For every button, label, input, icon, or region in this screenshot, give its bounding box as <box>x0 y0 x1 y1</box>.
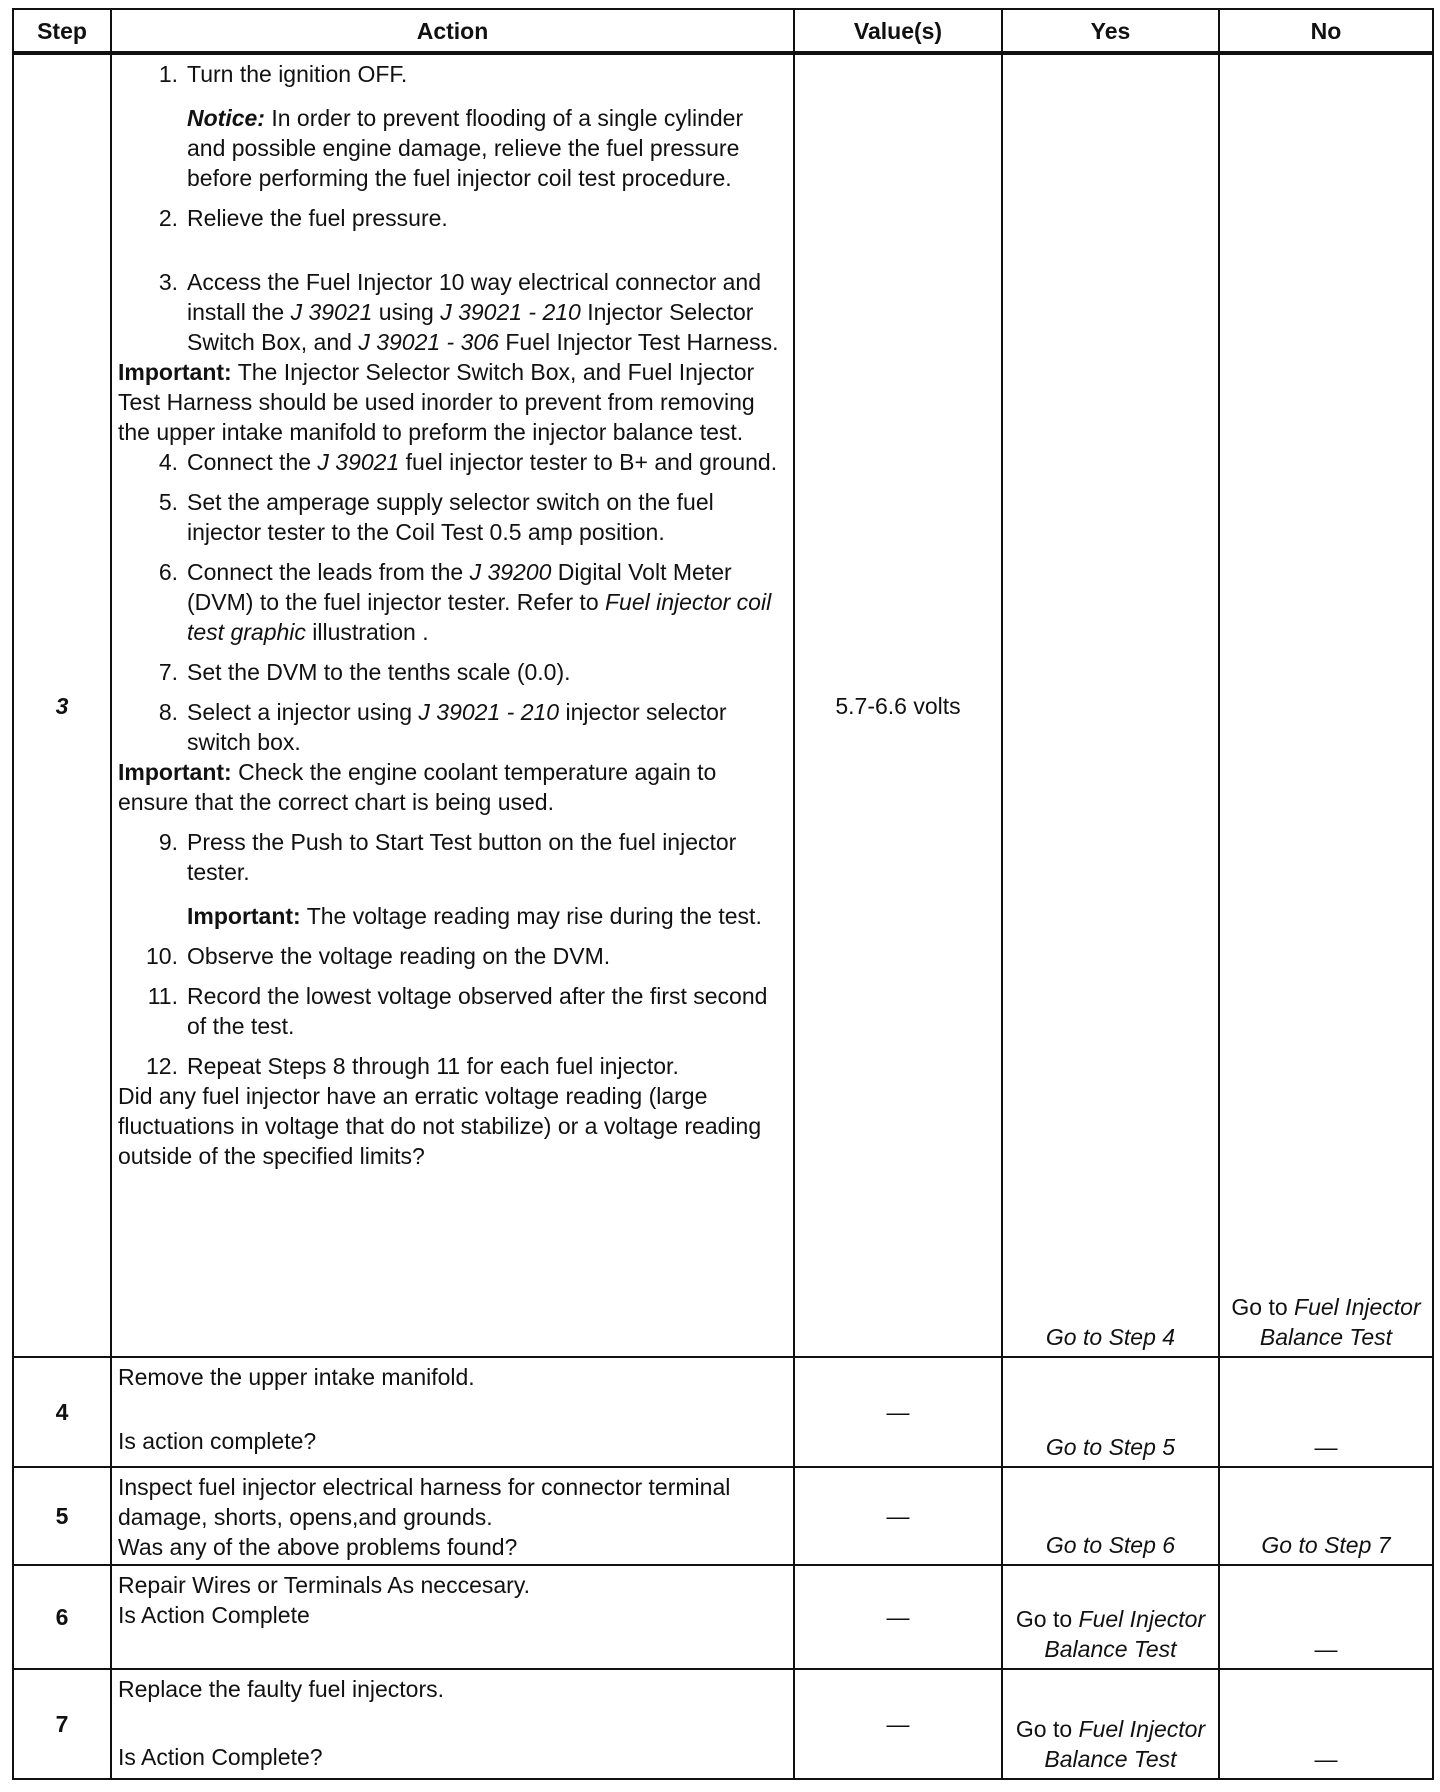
list-item <box>118 557 787 647</box>
action-text: Inspect fuel injector electrical harness for connector terminal damage, shorts, opens,and grounds. <box>118 1474 731 1530</box>
item-number: 12. <box>146 1053 178 1079</box>
list-item <box>118 267 787 357</box>
go-to-prefix: Go to <box>1015 1606 1079 1632</box>
step-number: 3 <box>13 53 111 1357</box>
value-cell: — <box>794 1467 1002 1565</box>
go-to-prefix: Go to <box>1231 1294 1295 1320</box>
no-cell: — <box>1219 1357 1433 1467</box>
no-cell: — <box>1219 1565 1433 1669</box>
list-item <box>118 827 787 887</box>
no-cell: — <box>1219 1669 1433 1779</box>
step-question: Did any fuel injector have an erratic voltage reading (large fluctuations in voltage that do not stabilize) or a voltage reading outside of the specified limits? <box>118 1083 762 1169</box>
tool-reference: J 39200 <box>469 559 552 585</box>
diagnostic-table <box>12 8 1434 1780</box>
list-item <box>118 203 787 233</box>
value-cell: — <box>794 1669 1002 1779</box>
item-number: 9. <box>158 829 178 855</box>
yes-cell <box>1002 1357 1219 1467</box>
tool-reference: J 39021 <box>290 299 373 325</box>
action-cell <box>111 1565 794 1669</box>
go-to-balance-test-link[interactable] <box>1016 1716 1205 1772</box>
go-to-prefix: Go to <box>1015 1716 1079 1742</box>
item-number: 8. <box>158 699 178 725</box>
go-to-step-5-link[interactable]: Go to Step 5 <box>1045 1434 1176 1460</box>
step-number: 4 <box>13 1357 111 1467</box>
action-cell <box>111 53 794 1357</box>
item-text: Repeat Steps 8 through 11 for each fuel injector. <box>187 1053 679 1079</box>
yes-cell <box>1002 1467 1219 1565</box>
important-text: The voltage reading may rise during the test. <box>300 903 762 929</box>
go-to-step-4-link[interactable]: Go to Step 4 <box>1045 1324 1176 1350</box>
item-text: Record the lowest voltage observed after the first second of the test. <box>187 983 768 1039</box>
important-note <box>118 901 787 931</box>
step-question: Is action complete? <box>118 1428 317 1454</box>
item-text: illustration . <box>305 619 429 645</box>
notice-label: Notice: <box>187 105 265 131</box>
header-action: Action <box>111 9 794 53</box>
list-item <box>118 697 787 757</box>
item-text: fuel injector tester to B+ and ground. <box>399 449 778 475</box>
item-text: Relieve the fuel pressure. <box>187 205 448 231</box>
value-cell: — <box>794 1565 1002 1669</box>
table-row-step-3 <box>13 53 1433 1357</box>
item-number: 10. <box>146 943 178 969</box>
action-text: Remove the upper intake manifold. <box>118 1364 475 1390</box>
item-number: 6. <box>158 559 178 585</box>
list-item <box>118 1051 787 1081</box>
item-text: injector selector switch box. <box>187 699 727 755</box>
table-row-step-4 <box>13 1357 1433 1467</box>
item-text: Injector Selector Switch Box, and <box>187 299 754 355</box>
step-question: Is Action Complete? <box>118 1744 323 1770</box>
item-number: 4. <box>158 449 178 475</box>
graphic-reference: Fuel injector coil test graphic <box>187 589 772 645</box>
important-label: Important: <box>118 359 232 385</box>
step-question: Is Action Complete <box>118 1602 310 1628</box>
tool-reference: J 39021 - 210 <box>440 299 581 325</box>
item-text: Observe the voltage reading on the DVM. <box>187 943 611 969</box>
item-number: 5. <box>158 489 178 515</box>
notice-text: In order to prevent flooding of a single cylinder and possible engine damage, relieve the fuel pressure before performing the fuel injector coil test procedure. <box>187 105 744 191</box>
action-cell <box>111 1467 794 1565</box>
yes-cell <box>1002 1669 1219 1779</box>
item-number: 1. <box>158 61 178 87</box>
action-cell <box>111 1669 794 1779</box>
item-number: 11. <box>147 983 178 1009</box>
important-text: Check the engine coolant temperature again to ensure that the correct chart is being used. <box>118 759 717 815</box>
list-item <box>118 59 787 89</box>
tool-reference: J 39021 - 306 <box>358 329 499 355</box>
important-text: The Injector Selector Switch Box, and Fuel Injector Test Harness should be used inorder to prevent from removing the upper intake manifold to preform the injector balance test. <box>118 359 755 445</box>
go-to-step-7-link[interactable]: Go to Step 7 <box>1261 1532 1391 1558</box>
balance-test-reference: Fuel Injector Balance Test <box>1044 1606 1206 1662</box>
step-question: Was any of the above problems found? <box>118 1534 518 1560</box>
no-cell <box>1219 1467 1433 1565</box>
yes-cell <box>1002 1565 1219 1669</box>
action-cell <box>111 1357 794 1467</box>
balance-test-reference: Fuel Injector Balance Test <box>1044 1716 1206 1772</box>
action-text: Repair Wires or Terminals As neccesary. <box>118 1572 531 1598</box>
value-cell: 5.7-6.6 volts <box>794 53 1002 1357</box>
go-to-step-6-link[interactable]: Go to Step 6 <box>1045 1532 1176 1558</box>
item-text: Select a injector using <box>187 699 419 725</box>
item-number: 3. <box>158 269 178 295</box>
item-text: Connect the leads from the <box>187 559 470 585</box>
go-to-balance-test-link[interactable] <box>1231 1294 1420 1350</box>
important-note <box>118 757 787 817</box>
balance-test-reference: Fuel Injector Balance Test <box>1259 1294 1421 1350</box>
value-cell: — <box>794 1357 1002 1467</box>
list-item <box>118 657 787 687</box>
item-number: 7. <box>158 659 178 685</box>
item-text: Press the Push to Start Test button on the fuel injector tester. <box>187 829 737 885</box>
list-item <box>118 981 787 1041</box>
header-yes: Yes <box>1002 9 1219 53</box>
action-text: Replace the faulty fuel injectors. <box>118 1676 445 1702</box>
go-to-balance-test-link[interactable] <box>1016 1606 1205 1662</box>
header-step: Step <box>13 9 111 53</box>
item-text: Set the DVM to the tenths scale (0.0). <box>187 659 571 685</box>
important-label: Important: <box>118 759 232 785</box>
step-number: 5 <box>13 1467 111 1565</box>
table-row-step-5 <box>13 1467 1433 1565</box>
list-item <box>118 941 787 971</box>
item-text: Fuel Injector Test Harness. <box>498 329 779 355</box>
tool-reference: J 39021 <box>317 449 400 475</box>
header-no: No <box>1219 9 1433 53</box>
important-label: Important: <box>187 903 301 929</box>
no-cell <box>1219 53 1433 1357</box>
notice-note <box>118 103 787 193</box>
important-note <box>118 357 787 447</box>
header-values: Value(s) <box>794 9 1002 53</box>
item-text: Set the amperage supply selector switch on the fuel injector tester to the Coil Test 0.5 amp position. <box>187 489 714 545</box>
item-text: Digital Volt Meter (DVM) to the fuel injector tester. Refer to <box>187 559 732 615</box>
list-item <box>118 487 787 547</box>
item-text: Access the Fuel Injector 10 way electrical connector and install the <box>187 269 762 325</box>
table-row-step-7 <box>13 1669 1433 1779</box>
step-number: 6 <box>13 1565 111 1669</box>
tool-reference: J 39021 - 210 <box>418 699 560 725</box>
list-item <box>118 447 787 477</box>
item-text: Turn the ignition OFF. <box>187 61 408 87</box>
item-number: 2. <box>158 205 178 231</box>
step-number: 7 <box>13 1669 111 1779</box>
item-text: Connect the <box>187 449 318 475</box>
item-text: using <box>372 299 441 325</box>
yes-cell <box>1002 53 1219 1357</box>
table-row-step-6 <box>13 1565 1433 1669</box>
header-row <box>13 9 1433 53</box>
